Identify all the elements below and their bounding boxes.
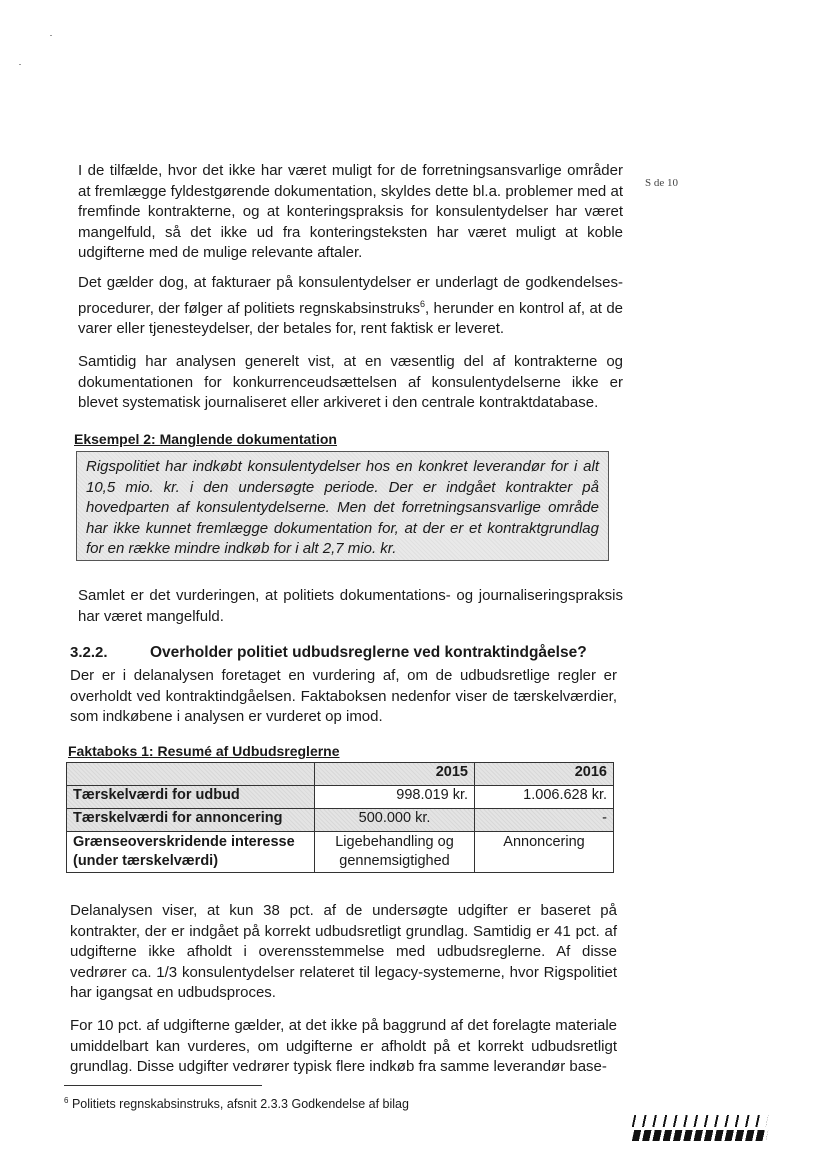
table-row-label: Grænseoverskridende interesse (under tærskelværdi): [67, 832, 315, 873]
table-header-cell: 2015: [315, 763, 475, 786]
paragraph: Samtidig har analysen generelt vist, at en væsentlig del af kontrakterne og dokumentationen for konkurrenceudsættelsen af konsulentydelserne ikke er blevet systematisk journaliseret eller arkiveret i den centrale kontraktdatabase.: [78, 353, 623, 411]
table-header-row: [67, 763, 614, 786]
paragraph: Der er i delanalysen foretaget en vurdering af, om de udbudsretlige regler er overholdt ved kontraktindgåelsen. Faktaboksen nedenfor viser de tærskelværdier, som indkøbene i analysen er vurderet op imod.: [70, 667, 617, 725]
table-cell: Annoncering: [475, 832, 614, 873]
footnote-divider: [64, 1085, 262, 1086]
table-cell: 500.000 kr.: [315, 809, 475, 832]
footnote-text: Politiets regnskabsinstruks, afsnit 2.3.3 Godkendelse af bilag: [71, 1097, 409, 1111]
section-number: 3.2.2.: [70, 644, 108, 661]
barcode-icon: [632, 1130, 768, 1141]
paragraph: [78, 273, 623, 340]
footnote-reference[interactable]: 6: [420, 298, 426, 309]
table-header-cell: [67, 763, 315, 786]
table-row-label: Tærskelværdi for annoncering: [67, 809, 315, 832]
table-cell: 1.006.628 kr.: [475, 786, 614, 809]
section-title: Overholder politiet udbudsreglerne ved kontraktindgåelse?: [150, 644, 587, 661]
example-box: [76, 451, 609, 561]
barcode-icon: [632, 1115, 769, 1127]
paragraph: I de tilfælde, hvor det ikke har været muligt for de forretningsansvarlige områder at fremlægge fyldestgørende dokumentation, skyldes dette bl.a. problemer med at fremfinde kontrakterne, og at konteringspraksis for konsulentydelser har været mangelfuld, så det ikke ud fra konteringsteksten har været muligt at koble udgifterne med de mulige relevante aftaler.: [78, 162, 623, 261]
paragraph: Delanalysen viser, at kun 38 pct. af de undersøgte udgifter er baseret på kontrakter, der er indgået på korrekt udbudsretligt grundlag. Samtidig er 41 pct. af udgifterne ikke afholdt i overensstemmelse med udbudsreglerne. Af disse vedrører ca. 1/3 konsulentydelser relateret til legacy-systemerne, hvor Rigspolitiet har igangsat en udbudsproces.: [70, 902, 617, 1001]
factbox-caption: Faktaboks 1: Resumé af Udbudsreglerne: [68, 743, 340, 759]
paragraph-text: Det gælder dog, at fakturaer på konsulentydelser er underlagt de godkendelsesprocedurer, der følger af politiets regnskabsinstruks: [78, 274, 623, 317]
scan-speck: [50, 35, 52, 36]
table-cell: Ligebehandling og gennemsigtighed: [315, 832, 475, 873]
table-row: [67, 809, 614, 832]
table-row: [67, 832, 614, 873]
footnote-number: 6: [64, 1095, 69, 1105]
table-row-label: Tærskelværdi for udbud: [67, 786, 315, 809]
table-row: [67, 786, 614, 809]
table-cell: 998.019 kr.: [315, 786, 475, 809]
paragraph-text: , herunder en kontrol af, at de varer eller tjenesteydelser, der betales for, rent faktisk er leveret.: [78, 299, 624, 337]
scan-speck: [19, 64, 21, 65]
footnote: [64, 1097, 409, 1111]
factbox-table: [66, 762, 614, 873]
table-cell: -: [475, 809, 614, 832]
paragraph: For 10 pct. af udgifterne gælder, at det ikke på baggrund af det forelagte materiale umiddelbart kan vurderes, om udgifterne er afholdt på et korrekt udbudsretligt grundlag. Disse udgifter vedrører typisk flere indkøb fra samme leverandør base-: [70, 1017, 617, 1075]
paragraph: Samlet er det vurderingen, at politiets dokumentations- og journaliseringspraksis har været mangelfuld.: [78, 587, 623, 625]
example-caption: Eksempel 2: Manglende dokumentation: [74, 431, 337, 447]
page-number: S de 10: [645, 177, 678, 189]
table-header-cell: 2016: [475, 763, 614, 786]
example-text: Rigspolitiet har indkøbt konsulentydelser hos en konkret leverandør for i alt 10,5 mio. kr. i den undersøgte periode. Der er indgået kontrakter på hovedparten af konsulentydelserne. Men det forretningsansvarlige område har ikke kunnet fremlægge dokumentation for, at der er et kontraktgrundlag for en række mindre indkøb for i alt 2,7 mio. kr.: [86, 458, 599, 557]
